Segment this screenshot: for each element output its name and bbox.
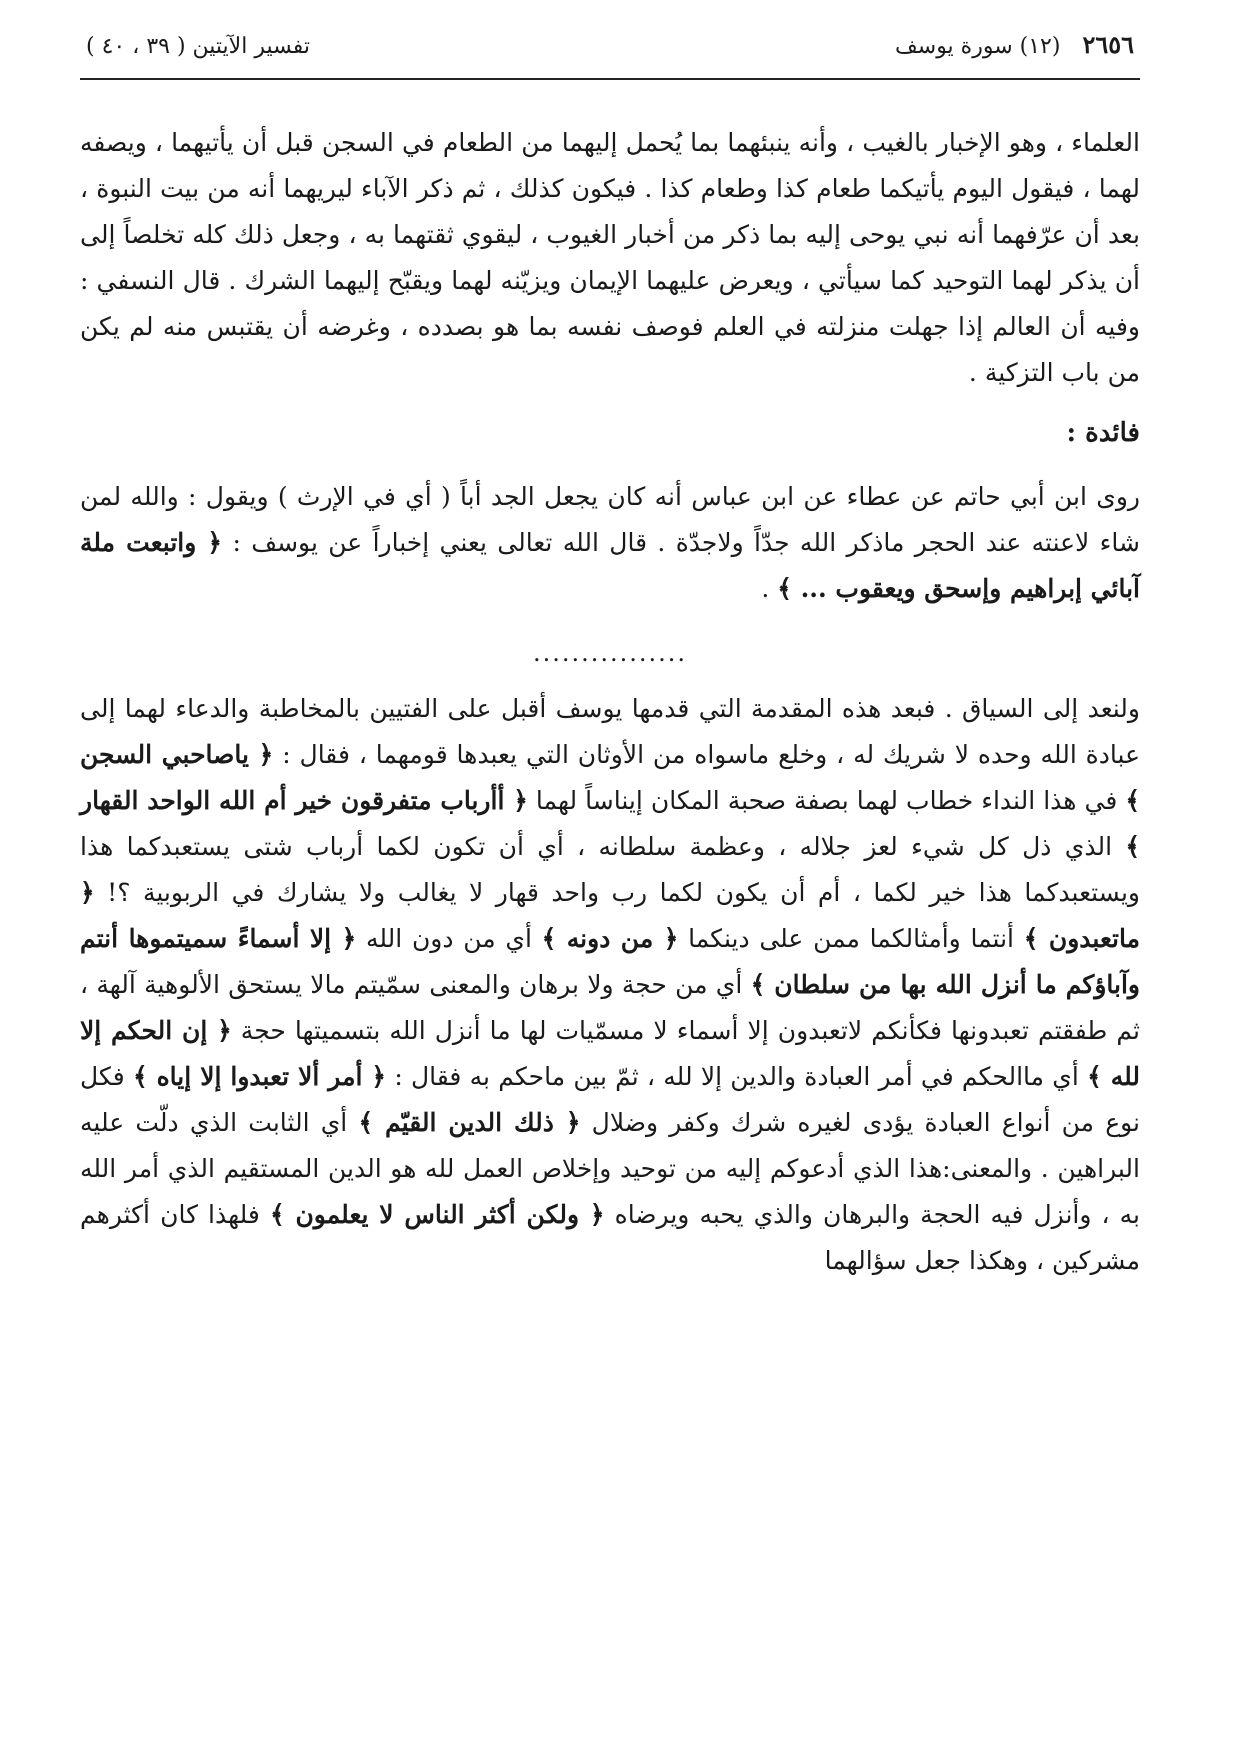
header-right bbox=[895, 30, 1134, 59]
paragraph-3-text: الذي ذل كل شيء لعز جلاله ، وعظمة سلطانه ، أي أن تكون لكما أرباب شتى يستعبدكما هذا ويستعبدكما هذا خير لكما ، أم أن يكون لكما رب واحد قهار لا يغالب ولا يشارك في الربوبية ؟! bbox=[80, 832, 1140, 907]
paragraph-2-end: . bbox=[761, 574, 778, 603]
paragraph-3 bbox=[80, 686, 1140, 1284]
paragraph-2 bbox=[80, 474, 1140, 612]
tafsir-verse-range: تفسير الآيتين ( ٣٩ ، ٤٠ ) bbox=[86, 34, 310, 59]
quran-quote: ﴿ ولكن أكثر الناس لا يعلمون ﴾ bbox=[269, 1200, 605, 1229]
quran-quote: ﴿ من دونه ﴾ bbox=[541, 924, 679, 953]
paragraph-3-text: فلهذا كان أكثرهم مشركين ، وهكذا جعل سؤالهما bbox=[80, 1200, 1140, 1275]
fayda-heading: فائدة : bbox=[1066, 418, 1140, 448]
paragraph-3-text: أي ماالحكم في أمر العبادة والدين إلا لله ، ثمّ بين ماحكم به فقال : bbox=[386, 1062, 1088, 1091]
quran-quote: ﴿ إن الحكم إلا لله ﴾ bbox=[80, 1016, 1141, 1091]
paragraph-3-text: أنتما وأمثالكما ممن على دينكما bbox=[678, 924, 1024, 953]
quran-quote: ﴿ ذلك الدين القيّم ﴾ bbox=[358, 1108, 581, 1137]
surah-name: (١٢) سورة يوسف bbox=[894, 34, 1061, 59]
paragraph-3-text: أي من حجة ولا برهان والمعنى سمّيتم مالا يستحق الألوهية آلهة ، ثم طفقتم تعبدونها فكأنكم لاتعبدون إلا أسماء لا مسمّيات لها ما أنزل الله بتسميتها حجة bbox=[80, 970, 1140, 1045]
paragraph-3-text: أي الثابت الذي دلّت عليه البراهين . والمعنى:هذا الذي أدعوكم إليه من توحيد وإخلاص العمل لله هو الدين المستقيم الذي أمر الله به ، وأنزل فيه الحجة والبرهان والذي يحبه ويرضاه bbox=[80, 1108, 1141, 1229]
paragraph-3-text: ولنعد إلى السياق . فبعد هذه المقدمة التي قدمها يوسف أقبل على الفتيين بالمخاطبة والدعاء لهما إلى عبادة الله وحده لا شريك له ، وخلع ماسواه من الأوثان التي يعبدها قومهما ، فقال : bbox=[80, 694, 1140, 769]
section-divider: ................ bbox=[532, 639, 688, 667]
quran-quote: ﴿ واتبعت ملة آبائي إبراهيم وإسحق ويعقوب ... ﴾ bbox=[80, 528, 1140, 603]
quran-quote: ﴿ أمر ألا تعبدوا إلا إياه ﴾ bbox=[132, 1062, 387, 1091]
paragraph-3-text: فكل نوع من أنواع العبادة يؤدى لغيره شرك وكفر وضلال bbox=[80, 1062, 1141, 1137]
page-number: ٢٦٥٦ bbox=[1082, 30, 1134, 59]
quran-quote: ﴿ ياصاحبي السجن ﴾ bbox=[80, 740, 1140, 815]
paragraph-2-text: روى ابن أبي حاتم عن عطاء عن ابن عباس أنه كان يجعل الجد أباً ( أي في الإرث ) ويقول : والله لمن شاء لاعنته عند الحجر ماذكر الله جدّاً ولاجدّة . قال الله تعالى يعني إخباراً عن يوسف : bbox=[80, 482, 1140, 557]
running-header bbox=[80, 30, 1140, 80]
quran-quote: ﴿ إلا أسماءً سميتموها أنتم وآباؤكم ما أنزل الله بها من سلطان ﴾ bbox=[80, 924, 1140, 999]
book-page bbox=[80, 30, 1140, 1730]
paragraph-1: العلماء ، وهو الإخبار بالغيب ، وأنه ينبئهما بما يُحمل إليهما من الطعام في السجن قبل أن يأتيهما ، ويصفه لهما ، فيقول اليوم يأتيكما طعام كذا وطعام كذا . فيكون كذلك ، ثم ذكر الآباء ليريهما أنه من بيت النبوة ، بعد أن عرّفهما أنه نبي يوحى إليه بما ذكر من أخبار الغيوب ، ليقوي ثقتهما به ، وجعل ذلك كله تخلصاً إلى أن يذكر لهما التوحيد كما سيأتي ، ويعرض عليهما الإيمان ويزيّنه لهما ويقبّح إليهما الشرك . قال النسفي : وفيه أن العالم إذا جهلت منزلته في العلم فوصف نفسه بما هو بصدده ، وغرضه أن يقتبس منه لم يكن من باب التزكية . bbox=[80, 128, 1140, 387]
paragraph-3-text: في هذا النداء خطاب لهما بصفة صحبة المكان إيناساً لهما bbox=[527, 786, 1126, 815]
paragraph-3-text: أي من دون الله bbox=[356, 924, 542, 953]
quran-quote: ﴿ ماتعبدون ﴾ bbox=[80, 878, 1140, 953]
quran-quote: ﴿ أأرباب متفرقون خير أم الله الواحد القهار ﴾ bbox=[80, 786, 1140, 861]
